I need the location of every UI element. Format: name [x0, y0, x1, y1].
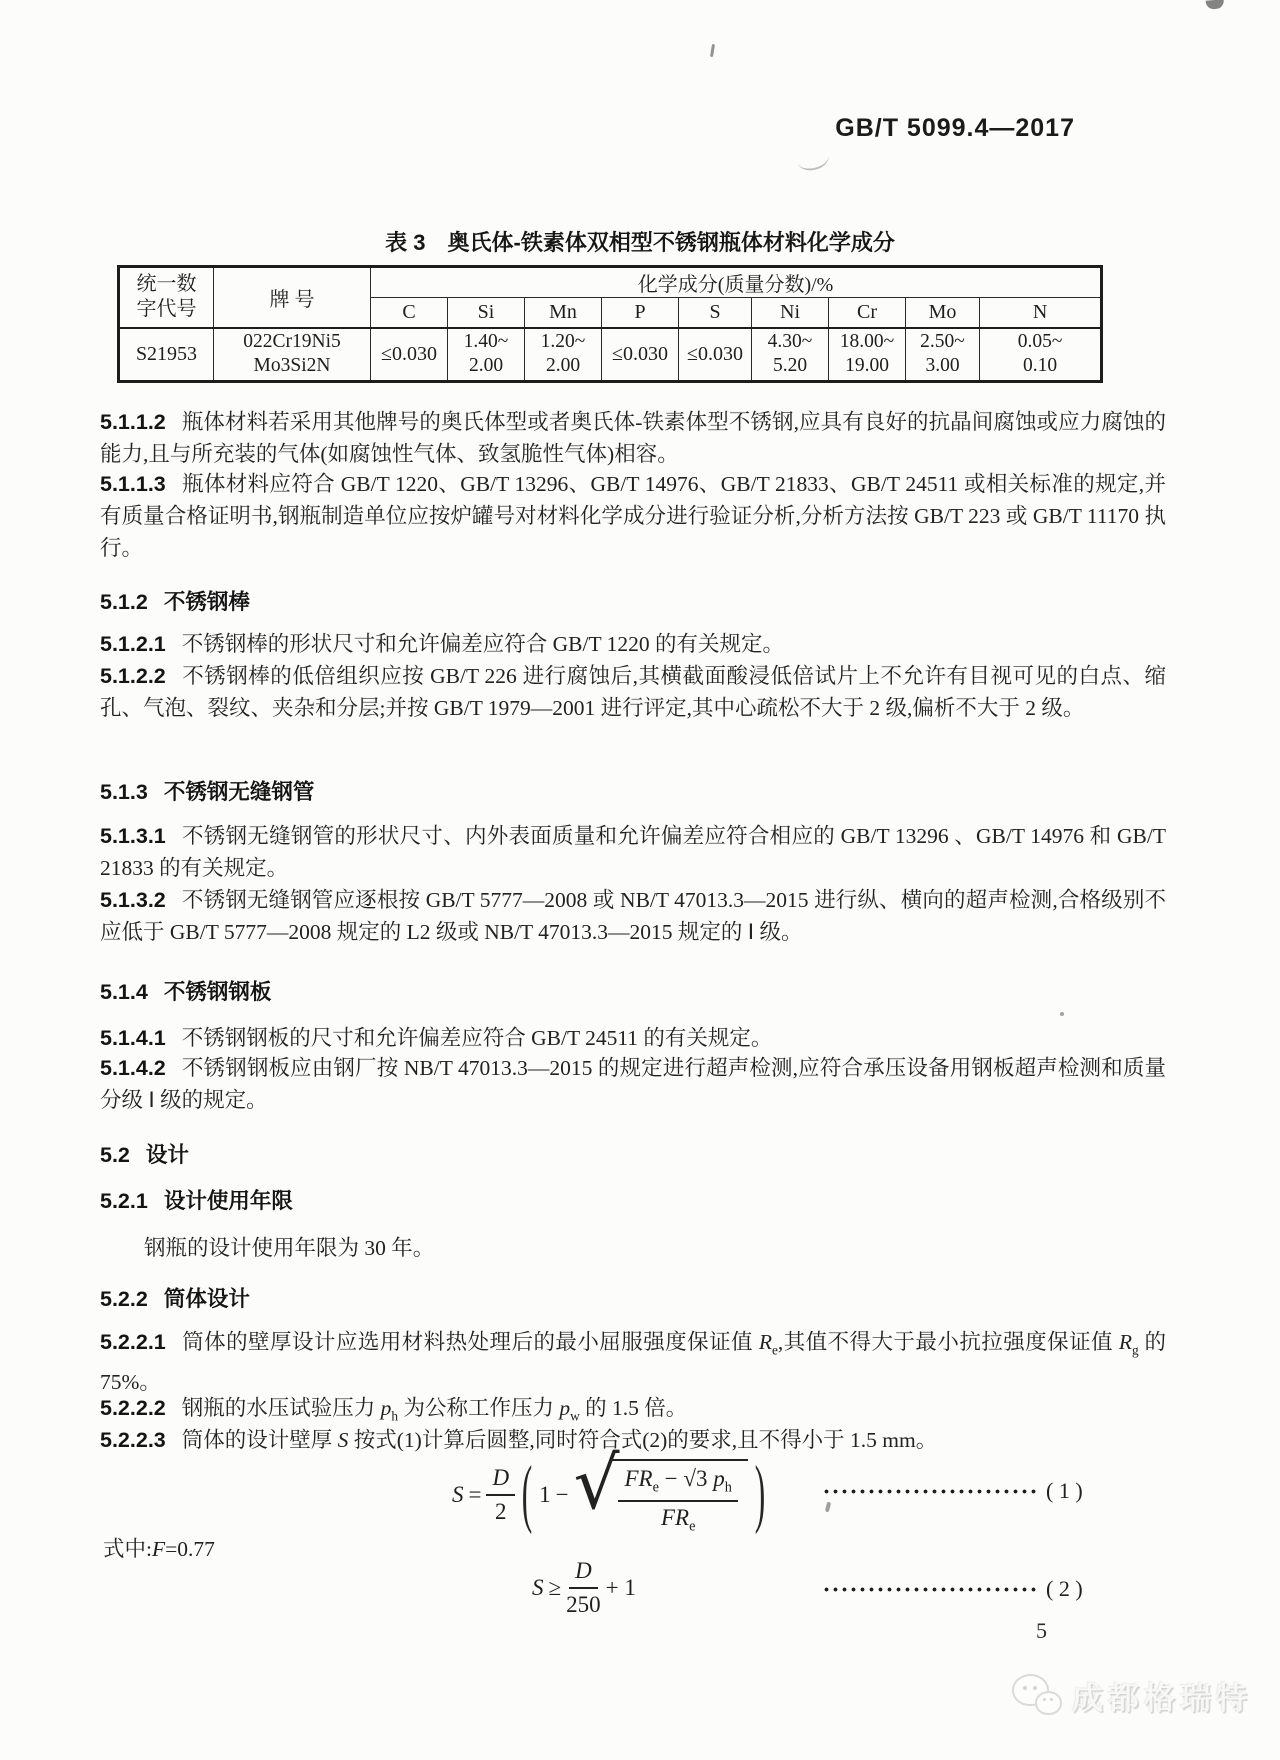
- clause-5.2.2.1: 5.2.2.1 筒体的壁厚设计应选用材料热处理后的最小屈服强度保证值 $R_e$,其值不得大于最小抗拉强度保证值 $R_g$ 的 75%。: [100, 1330, 1166, 1395]
- cell-grade: 022Cr19Ni5 Mo3Si2N: [214, 328, 371, 382]
- formula-2-label: ( 2 ): [1046, 1576, 1083, 1601]
- cell-mn: 1.20~ 2.00: [525, 328, 602, 382]
- formula-note: 式中:F=0.77: [103, 1537, 215, 1561]
- table-title-text: 奥氏体-铁素体双相型不锈钢瓶体材料化学成分: [447, 230, 895, 255]
- scan-artifact: [795, 144, 831, 173]
- table-row: [119, 328, 1102, 382]
- watermark-text: 成都格瑞特: [1072, 1680, 1252, 1716]
- scan-artifact: [1206, 0, 1225, 10]
- cell-si: 1.40~ 2.00: [448, 328, 525, 382]
- cell-n: 0.05~ 0.10: [980, 328, 1102, 382]
- clause-5.1.2.2: 5.1.2.2 不锈钢棒的低倍组织应按 GB/T 226 进行腐蚀后,其横截面酸浸低倍试片上不允许有目视可见的白点、缩孔、气泡、裂纹、夹杂和分层;并按 GB/T 1979—2001 进行评定,其中心疏松不大于 2 级,偏析不大于 2 级。: [100, 664, 1166, 720]
- cell-c: ≤0.030: [371, 328, 448, 382]
- dotted-leader: [822, 1488, 1038, 1495]
- clause-5.2.2.2: 5.2.2.2 钢瓶的水压试验压力 $p_h$ 为公称工作压力 $p_w$ 的 1.5 倍。: [100, 1396, 688, 1424]
- cell-mo: 2.50~ 3.00: [906, 328, 980, 382]
- cell-ni: 4.30~ 5.20: [752, 328, 829, 382]
- col-header-element: Cr: [829, 298, 906, 328]
- col-header-element: Ni: [752, 298, 829, 328]
- formula-1-leader: [822, 1478, 1083, 1504]
- cell-p: ≤0.030: [602, 328, 679, 382]
- clause-5.1.4.1: 5.1.4.1 不锈钢钢板的尺寸和允许偏差应符合 GB/T 24511 的有关规定。: [100, 1026, 773, 1050]
- heading-5.2.1: 5.2.1 设计使用年限: [100, 1189, 293, 1213]
- formula-1: S = $\frac{D}{2}$ ( 1 − √ $FR_e - √3$ $p_h$ $FR_e$ ): [452, 1455, 772, 1535]
- watermark: [1012, 1672, 1252, 1718]
- fraction-D-250: $\frac{D}{250}$: [566, 1558, 601, 1617]
- cell-unified-code: S21953: [119, 328, 214, 382]
- col-header-element: N: [980, 298, 1102, 328]
- clause-5.2.1-body: 钢瓶的设计使用年限为 30 年。: [144, 1236, 435, 1260]
- dotted-leader: [822, 1586, 1038, 1593]
- col-header-element: P: [602, 298, 679, 328]
- col-header-composition-group: 化学成分(质量分数)/%: [371, 267, 1102, 298]
- close-paren: ): [754, 1451, 766, 1536]
- wechat-icon: [1012, 1672, 1064, 1718]
- chem-composition-table: [117, 265, 1103, 383]
- formula-2: S ≥ $\frac{D}{250}$ + 1: [532, 1558, 636, 1617]
- fraction-D-2: $\frac{D}{2}$: [486, 1465, 515, 1525]
- scan-artifact: [710, 44, 715, 57]
- cell-cr: 18.00~ 19.00: [829, 328, 906, 382]
- clause-5.1.4.2: 5.1.4.2 不锈钢钢板应由钢厂按 NB/T 47013.3—2015 的规定进行超声检测,应符合承压设备用钢板超声检测和质量分级 Ⅰ 级的规定。: [100, 1056, 1166, 1112]
- col-header-element: C: [371, 298, 448, 328]
- col-header-element: Si: [448, 298, 525, 328]
- heading-5.1.3: 5.1.3 不锈钢无缝钢管: [100, 780, 315, 804]
- col-header-element: Mn: [525, 298, 602, 328]
- table-title: [0, 226, 1280, 257]
- clause-5.1.3.2: 5.1.3.2 不锈钢无缝钢管应逐根按 GB/T 5777—2008 或 NB/T 47013.3—2015 进行纵、横向的超声检测,合格级别不应低于 GB/T 5777—2008 规定的 L2 级或 NB/T 47013.3—2015 规定的 Ⅰ 级。: [100, 888, 1166, 944]
- scan-artifact: [1060, 1012, 1064, 1016]
- clause-5.1.1.3: 5.1.1.3 瓶体材料应符合 GB/T 1220、GB/T 13296、GB/T 14976、GB/T 21833、GB/T 24511 或相关标准的规定,并有质量合格证明书,钢瓶制造单位应按炉罐号对材料化学成分进行验证分析,分析方法按 GB/T 223 或 GB/T 11170 执行。: [100, 472, 1166, 560]
- open-paren: (: [521, 1451, 533, 1536]
- clause-5.1.1.2: 5.1.1.2 瓶体材料若采用其他牌号的奥氏体型或者奥氏体-铁素体型不锈钢,应具有良好的抗晶间腐蚀或应力腐蚀的能力,且与所充装的气体(如腐蚀性气体、致氢脆性气体)相容。: [100, 410, 1166, 466]
- doc-number: GB/T 5099.4—2017: [835, 114, 1075, 142]
- clause-5.1.3.1: 5.1.3.1 不锈钢无缝钢管的形状尺寸、内外表面质量和允许偏差应符合相应的 GB/T 13296 、GB/T 14976 和 GB/T 21833 的有关规定。: [100, 824, 1166, 880]
- radical-sign: √: [573, 1441, 620, 1526]
- fraction-under-root: $FR_e - √3$ $p_h$ $FR_e$: [618, 1466, 737, 1535]
- formula-1-label: ( 1 ): [1046, 1478, 1083, 1503]
- table-label: 表 3: [385, 230, 426, 255]
- col-header-element: S: [679, 298, 752, 328]
- cell-s: ≤0.030: [679, 328, 752, 382]
- col-header-element: Mo: [906, 298, 980, 328]
- heading-5.2: 5.2 设计: [100, 1143, 189, 1167]
- heading-5.2.2: 5.2.2 筒体设计: [100, 1287, 250, 1311]
- clause-5.1.2.1: 5.1.2.1 不锈钢棒的形状尺寸和允许偏差应符合 GB/T 1220 的有关规定。: [100, 632, 784, 656]
- heading-5.1.4: 5.1.4 不锈钢钢板: [100, 980, 272, 1004]
- formula-2-leader: [822, 1576, 1083, 1602]
- clause-5.2.2.3: 5.2.2.3 筒体的设计壁厚 S 按式(1)计算后圆整,同时符合式(2)的要求,且不得小于 1.5 mm。: [100, 1428, 938, 1452]
- col-header-unified-code: 统一数 字代号: [119, 267, 214, 328]
- page-number: 5: [1036, 1618, 1047, 1643]
- heading-5.1.2: 5.1.2 不锈钢棒: [100, 590, 250, 614]
- col-header-grade: 牌 号: [214, 267, 371, 328]
